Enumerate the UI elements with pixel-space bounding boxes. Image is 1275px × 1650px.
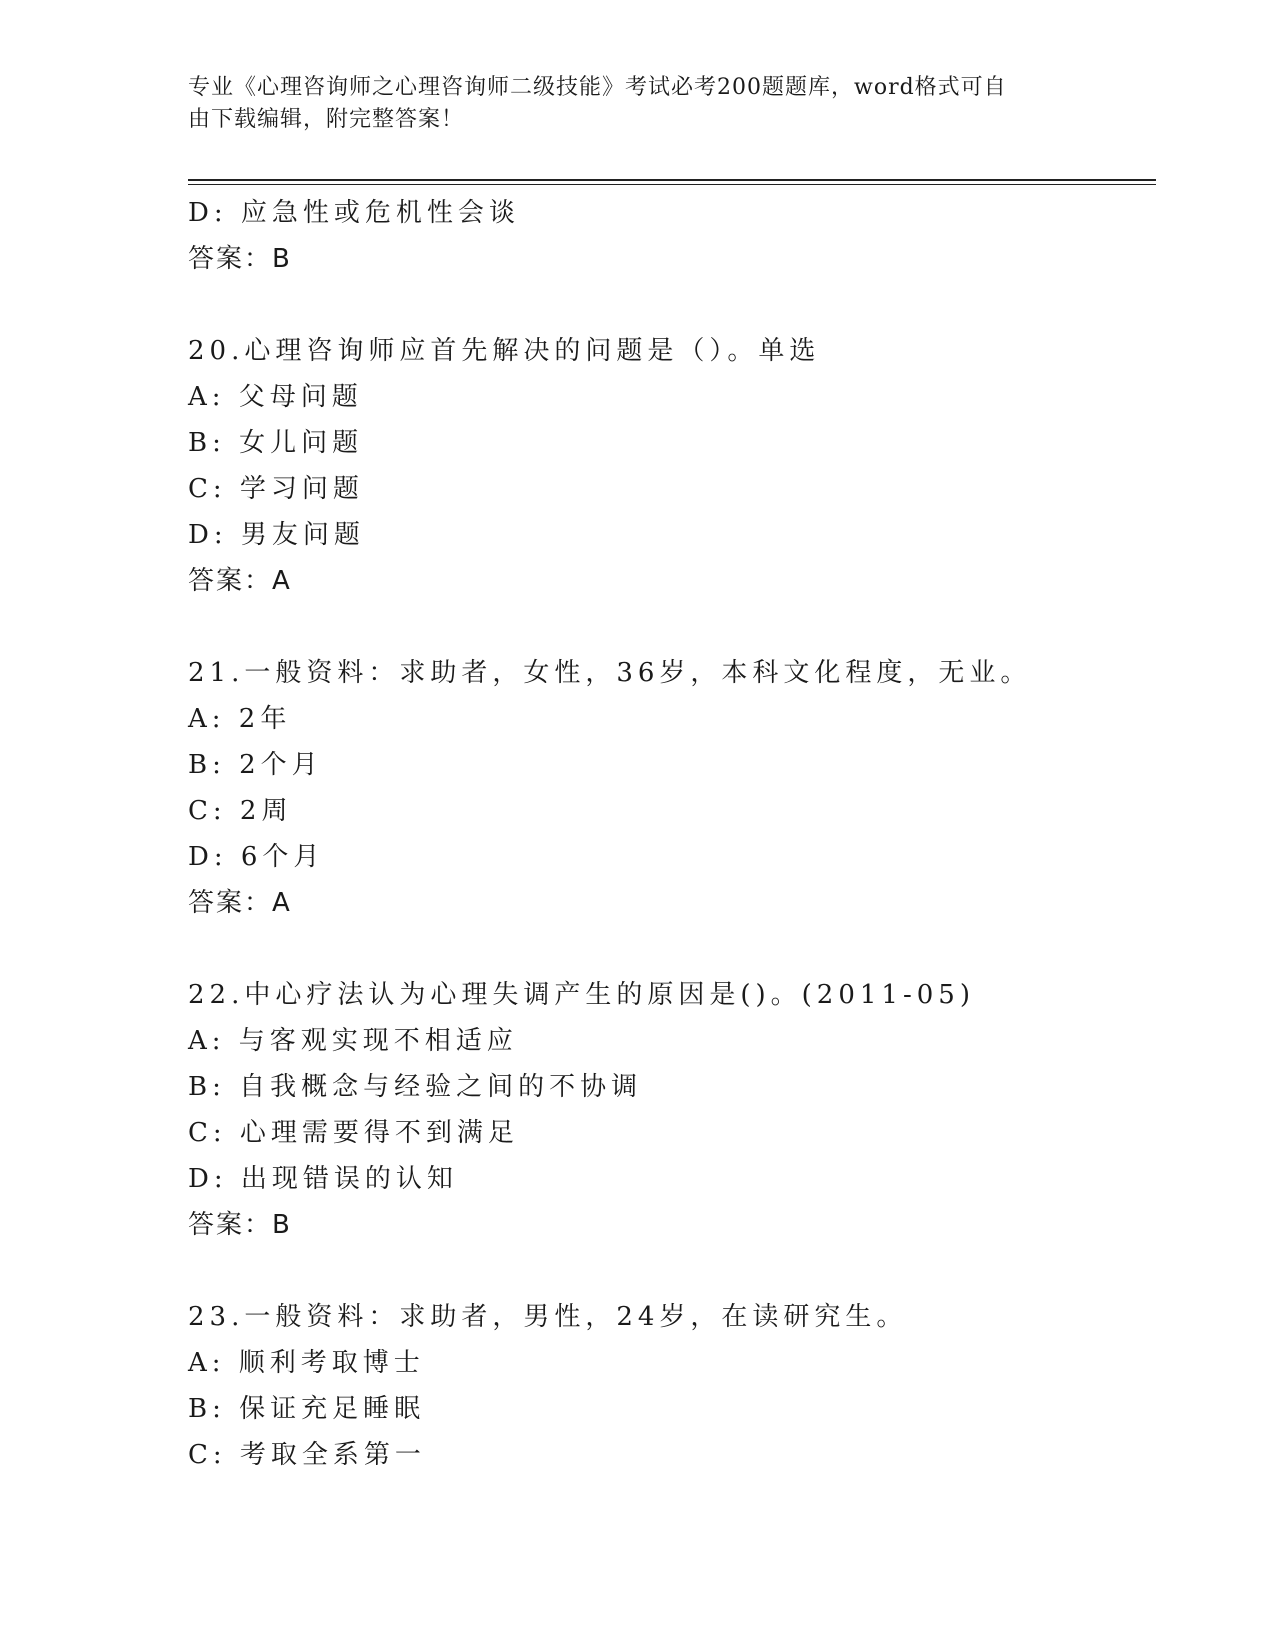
document-header <box>188 72 1088 136</box>
header-line-2: 由下载编辑，附完整答案！ <box>188 107 465 132</box>
option-a: A: 父母问题 <box>188 382 363 412</box>
header-line-1: 专业《心理咨询师之心理咨询师二级技能》考试必考200题题库，word格式可自 <box>188 75 1007 100</box>
answer-text: 答案：A <box>188 566 292 596</box>
option-b: B: 自我概念与经验之间的不协调 <box>188 1072 643 1102</box>
option-c: C: 考取全系第一 <box>188 1440 426 1470</box>
question-stem: 22.中心疗法认为心理失调产生的原因是()。(2011-05) <box>188 980 975 1010</box>
answer-text: 答案：B <box>188 244 292 274</box>
question-22 <box>188 972 1148 1248</box>
question-list <box>188 190 1148 1478</box>
question-20 <box>188 328 1148 604</box>
option-d: D: 出现错误的认知 <box>188 1164 458 1194</box>
option-d: D: 男友问题 <box>188 520 365 550</box>
answer-text: 答案：B <box>188 1210 292 1240</box>
option-a: A: 2年 <box>188 704 292 734</box>
question-stem: 20.心理咨询师应首先解决的问题是（）。单选 <box>188 336 821 366</box>
option-b: B: 2个月 <box>188 750 323 780</box>
option-c: C: 学习问题 <box>188 474 364 504</box>
option-d: D: 应急性或危机性会谈 <box>188 198 520 228</box>
option-b: B: 保证充足睡眠 <box>188 1394 426 1424</box>
question-23 <box>188 1294 1148 1478</box>
question-stem: 23.一般资料：求助者，男性，24岁，在读研究生。 <box>188 1302 908 1332</box>
question-partial <box>188 190 1148 282</box>
option-c: C: 心理需要得不到满足 <box>188 1118 519 1148</box>
header-divider <box>188 179 1156 185</box>
option-a: A: 顺利考取博士 <box>188 1348 425 1378</box>
question-stem: 21.一般资料：求助者，女性，36岁，本科文化程度，无业。 <box>188 658 1032 688</box>
option-d: D: 6个月 <box>188 842 325 872</box>
option-c: C: 2周 <box>188 796 293 826</box>
answer-text: 答案：A <box>188 888 292 918</box>
option-b: B: 女儿问题 <box>188 428 364 458</box>
question-21 <box>188 650 1148 926</box>
option-a: A: 与客观实现不相适应 <box>188 1026 518 1056</box>
